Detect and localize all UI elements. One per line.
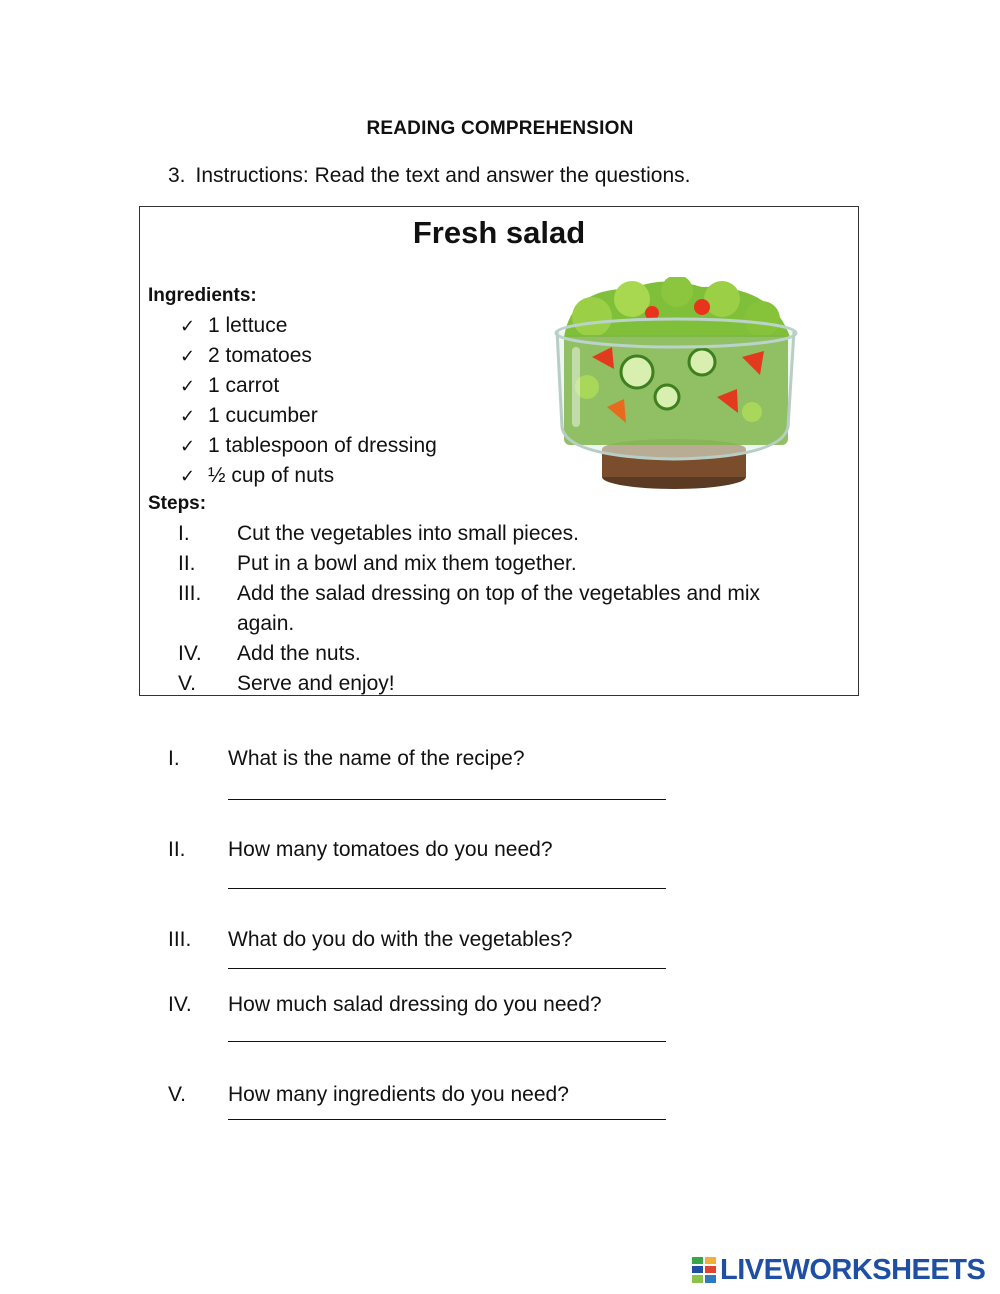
ingredient-item: [180, 311, 437, 341]
step-text: Cut the vegetables into small pieces.: [237, 522, 580, 545]
checkmark-icon: ✓: [180, 346, 196, 367]
recipe-box: [139, 206, 859, 696]
checkmark-icon: ✓: [180, 316, 196, 337]
step-number: II.: [178, 552, 196, 575]
question-text: How many ingredients do you need?: [228, 1083, 569, 1106]
question-number: I.: [168, 747, 180, 770]
liveworksheets-logo-text: LIVEWORKSHEETS: [720, 1253, 986, 1286]
ingredient-text: 1 tablespoon of dressing: [208, 434, 437, 457]
question-number: V.: [168, 1083, 186, 1106]
question-text: How much salad dressing do you need?: [228, 993, 602, 1016]
question-text: How many tomatoes do you need?: [228, 838, 553, 861]
question-number: III.: [168, 928, 192, 951]
ingredient-text: 1 carrot: [208, 374, 280, 397]
ingredient-text: 2 tomatoes: [208, 344, 312, 367]
steps-list: [178, 519, 818, 699]
question-text: What is the name of the recipe?: [228, 747, 525, 770]
step-item: [178, 579, 818, 639]
ingredient-item: [180, 461, 437, 491]
checkmark-icon: ✓: [180, 436, 196, 457]
step-text: Add the salad dressing on top of the vegetables and mix again.: [237, 582, 761, 635]
step-number: IV.: [178, 642, 202, 665]
instructions-text: Instructions: Read the text and answer the questions.: [195, 164, 691, 187]
liveworksheets-logo-icon: [692, 1257, 716, 1283]
ingredients-list: [180, 311, 437, 491]
step-item: [178, 549, 818, 579]
step-text: Put in a bowl and mix them together.: [237, 552, 577, 575]
checkmark-icon: ✓: [180, 406, 196, 427]
question-number: IV.: [168, 993, 192, 1016]
steps-heading: Steps:: [148, 493, 207, 514]
question-number: II.: [168, 838, 186, 861]
ingredient-item: [180, 431, 437, 461]
checkmark-icon: ✓: [180, 466, 196, 487]
ingredient-item: [180, 341, 437, 371]
ingredients-heading: Ingredients:: [148, 285, 257, 306]
page-heading: READING COMPREHENSION: [366, 118, 634, 139]
instructions: [168, 164, 690, 188]
instructions-number: 3.: [168, 164, 186, 187]
step-item: [178, 519, 818, 549]
step-number: III.: [178, 582, 202, 605]
liveworksheets-logo: [692, 1254, 985, 1286]
ingredient-text: ½ cup of nuts: [208, 464, 335, 487]
question-text: What do you do with the vegetables?: [228, 928, 573, 951]
step-text: Add the nuts.: [237, 642, 361, 665]
step-item: [178, 639, 818, 669]
step-number: V.: [178, 672, 196, 695]
ingredient-item: [180, 371, 437, 401]
answer-line[interactable]: [228, 799, 666, 800]
ingredient-item: [180, 401, 437, 431]
step-number: I.: [178, 522, 190, 545]
step-text: Serve and enjoy!: [237, 672, 395, 695]
salad-bowl-illustration: [552, 277, 802, 497]
answer-line[interactable]: [228, 1041, 666, 1042]
ingredient-text: 1 lettuce: [208, 314, 288, 337]
answer-line[interactable]: [228, 968, 666, 969]
answer-line[interactable]: [228, 888, 666, 889]
recipe-title: Fresh salad: [412, 215, 586, 250]
checkmark-icon: ✓: [180, 376, 196, 397]
answer-line[interactable]: [228, 1119, 666, 1120]
step-item: [178, 669, 818, 699]
ingredient-text: 1 cucumber: [208, 404, 318, 427]
